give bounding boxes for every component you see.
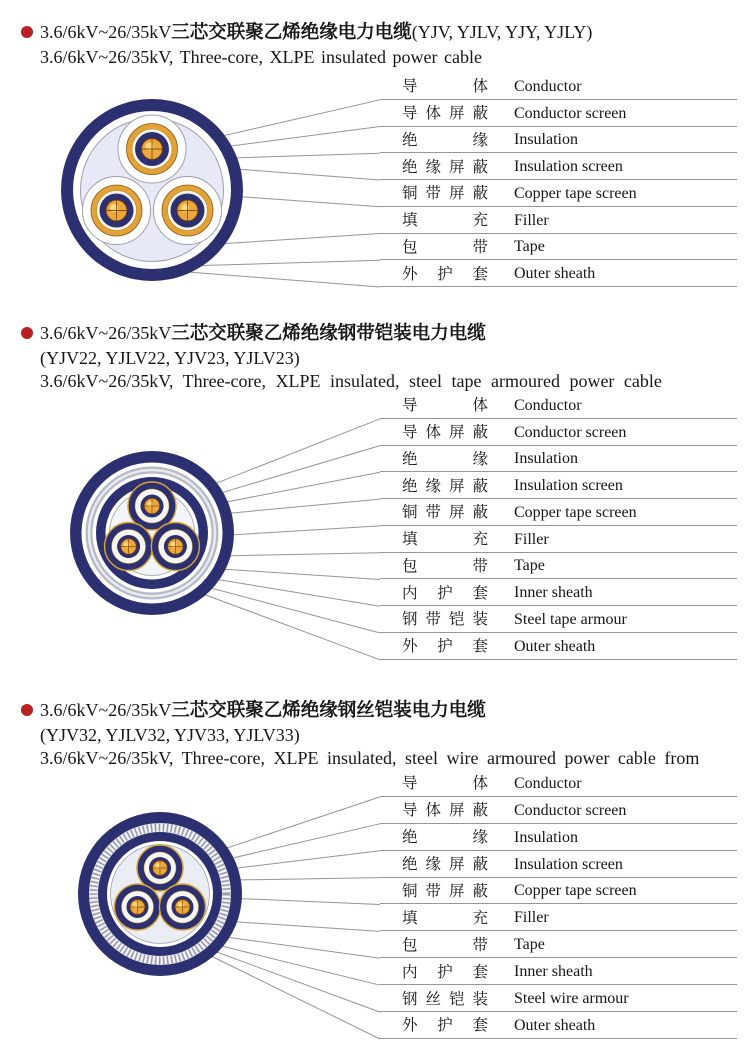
subtitle-en: 3.6/6kV~26/35kV, Three-core, XLPE insulated, steel wire armoured power cable from [40, 748, 700, 768]
part-row [380, 526, 737, 553]
part-name-cn: 填充 [402, 212, 488, 229]
part-row [380, 958, 737, 985]
part-row [380, 73, 737, 100]
part-name-cn: 绝缘屏蔽 [402, 856, 488, 874]
title-cn: 三芯交联聚乙烯绝缘电力电缆 [171, 21, 412, 42]
part-name-cn: 导体 [402, 78, 488, 96]
cable-cross-section-steel-tape-armoured [62, 443, 242, 623]
part-name-en: Tape [514, 557, 545, 575]
part-name-en: Conductor [514, 77, 582, 95]
part-name-en: Insulation [514, 828, 578, 846]
part-row [380, 770, 737, 797]
parts-list [380, 770, 737, 1039]
part-name-en: Insulation [514, 450, 578, 468]
part-name-cn: 包带 [402, 238, 488, 256]
cable-core [115, 884, 161, 930]
cable-core [160, 884, 206, 930]
subtitle-en: 3.6/6kV~26/35kV, Three-core, XLPE insulated power cable [40, 47, 482, 67]
section-bullet [21, 327, 33, 339]
part-name-cn: 包带 [402, 557, 488, 575]
part-name-cn: 外护套 [402, 638, 488, 656]
voltage-range: 3.6/6kV~26/35kV [40, 700, 172, 720]
cable-core [118, 115, 186, 183]
part-row [380, 127, 737, 154]
part-row [380, 446, 737, 473]
part-row [380, 472, 737, 499]
part-row [380, 419, 737, 446]
section-title [40, 20, 592, 46]
part-row [380, 579, 737, 606]
cable-cross-section-steel-wire-armoured [70, 804, 250, 984]
part-row [380, 985, 737, 1012]
part-name-en: Outer sheath [514, 265, 596, 282]
part-name-en: Conductor screen [514, 423, 627, 441]
part-name-cn: 包带 [402, 936, 488, 954]
cable-core [151, 523, 199, 571]
cable-core [154, 177, 222, 245]
part-row [380, 633, 737, 660]
part-name-cn: 内护套 [402, 584, 488, 602]
part-row [380, 153, 737, 180]
part-name-cn: 绝缘 [402, 131, 488, 149]
cable-core [137, 845, 183, 891]
part-row [380, 100, 737, 127]
part-name-en: Insulation screen [514, 477, 623, 495]
part-name-cn: 填充 [402, 909, 488, 927]
part-row [380, 824, 737, 851]
part-name-cn: 导体 [402, 397, 488, 415]
part-name-en: Copper tape screen [514, 882, 637, 900]
part-name-en: Conductor screen [514, 104, 627, 122]
voltage-range: 3.6/6kV~26/35kV [40, 323, 172, 343]
parts-list [380, 392, 737, 660]
part-name-en: Outer sheath [514, 637, 596, 655]
subtitle-en: 3.6/6kV~26/35kV, Three-core, XLPE insulated, steel tape armoured power cable [40, 371, 662, 391]
part-name-cn: 绝缘 [402, 829, 488, 847]
type-codes: (YJV22, YJLV22, YJV23, YJLV23) [40, 348, 300, 368]
part-row [380, 234, 737, 261]
part-row [380, 878, 737, 905]
part-name-en: Inner sheath [514, 963, 593, 981]
part-name-en: Filler [514, 530, 549, 548]
cable-core [83, 177, 151, 245]
section-title [40, 698, 486, 724]
part-name-en: Filler [514, 211, 549, 229]
part-name-cn: 外护套 [402, 265, 488, 283]
section-title [40, 321, 486, 347]
part-name-cn: 导体屏蔽 [402, 424, 488, 442]
type-codes: (YJV32, YJLV32, YJV33, YJLV33) [40, 725, 300, 745]
part-name-en: Steel wire armour [514, 990, 629, 1008]
parts-list [380, 73, 737, 287]
part-row [380, 553, 737, 580]
part-name-cn: 钢带铠装 [402, 611, 488, 629]
part-row [380, 499, 737, 526]
part-row [380, 851, 737, 878]
part-name-cn: 铜带屏蔽 [402, 185, 488, 203]
cable-cross-section-unarmoured [52, 90, 252, 290]
part-name-en: Conductor [514, 396, 582, 414]
part-name-en: Copper tape screen [514, 503, 637, 521]
part-row [380, 904, 737, 931]
part-name-cn: 铜带屏蔽 [402, 882, 488, 900]
cable-core [105, 523, 153, 571]
part-row [380, 207, 737, 234]
part-row [380, 180, 737, 207]
part-name-en: Filler [514, 909, 549, 927]
part-name-en: Tape [514, 936, 545, 954]
part-name-cn: 外护套 [402, 1017, 488, 1035]
part-name-en: Tape [514, 238, 545, 256]
part-name-cn: 填充 [402, 531, 488, 549]
part-name-cn: 铜带屏蔽 [402, 504, 488, 522]
title-cn: 三芯交联聚乙烯绝缘钢带铠装电力电缆 [171, 322, 486, 343]
part-name-cn: 导体屏蔽 [402, 105, 488, 122]
part-name-cn: 内护套 [402, 963, 488, 981]
part-row [380, 797, 737, 824]
part-name-en: Conductor [514, 774, 582, 792]
part-name-cn: 导体 [402, 775, 488, 793]
part-name-cn: 绝缘屏蔽 [402, 158, 488, 176]
part-name-cn: 导体屏蔽 [402, 802, 488, 820]
part-name-en: Insulation screen [514, 158, 623, 175]
type-codes: (YJV, YJLV, YJY, YJLY) [411, 22, 593, 42]
part-name-cn: 绝缘屏蔽 [402, 477, 488, 495]
part-name-en: Copper tape screen [514, 184, 637, 202]
title-cn: 三芯交联聚乙烯绝缘钢丝铠装电力电缆 [171, 699, 486, 720]
part-row [380, 606, 737, 633]
part-name-en: Insulation screen [514, 855, 623, 873]
voltage-range: 3.6/6kV~26/35kV [40, 22, 172, 42]
part-row [380, 260, 737, 287]
part-name-en: Insulation [514, 131, 578, 149]
part-name-en: Inner sheath [514, 584, 593, 602]
part-name-en: Conductor screen [514, 801, 627, 819]
part-row [380, 1012, 737, 1039]
section-bullet [21, 704, 33, 716]
part-name-en: Steel tape armour [514, 610, 627, 628]
part-name-cn: 绝缘 [402, 450, 488, 468]
section-bullet [21, 26, 33, 38]
part-name-cn: 钢丝铠装 [402, 990, 488, 1008]
part-row [380, 931, 737, 958]
part-row [380, 392, 737, 419]
part-name-en: Outer sheath [514, 1016, 596, 1034]
